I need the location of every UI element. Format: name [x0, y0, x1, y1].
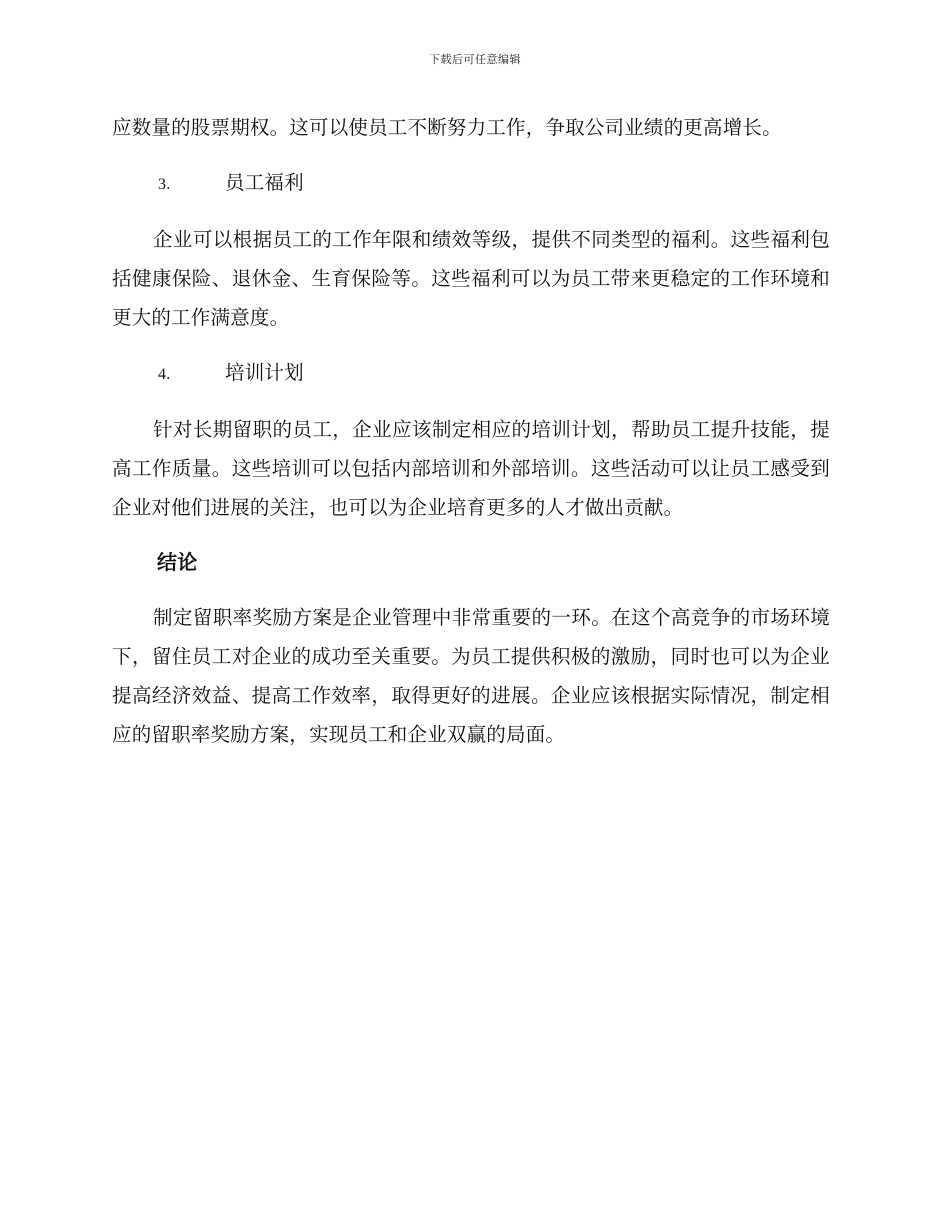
paragraph-training: 针对长期留职的员工，企业应该制定相应的培训计划，帮助员工提升技能，提高工作质量。这些培训可以包括内部培训和外部培训。这些活动可以让员工感受到企业对他们进展的关注，也可以为企业培育更多的人才做出贡献。	[112, 418, 830, 519]
paragraph-benefits: 企业可以根据员工的工作年限和绩效等级，提供不同类型的福利。这些福利包括健康保险、退休金、生育保险等。这些福利可以为员工带来更稳定的工作环境和更大的工作满意度。	[112, 228, 830, 329]
section-heading-conclusion: 结论	[157, 550, 198, 574]
paragraph-conclusion: 制定留职率奖励方案是企业管理中非常重要的一环。在这个高竞争的市场环境下，留住员工对企业的成功至关重要。为员工提供积极的激励，同时也可以为企业提高经济效益、提高工作效率，取得更好的进展。企业应该根据实际情况，制定相应的留职率奖励方案，实现员工和企业双赢的局面。	[112, 606, 830, 746]
paragraph-stock-options: 应数量的股票期权。这可以使员工不断努力工作，争取公司业绩的更高增长。	[112, 116, 782, 139]
list-number: 3.	[158, 176, 171, 193]
list-title: 员工福利	[225, 171, 304, 194]
page-header: 下载后可任意编辑	[429, 53, 521, 66]
document-body	[112, 108, 830, 770]
list-title: 培训计划	[225, 361, 304, 384]
list-item-benefits	[112, 163, 830, 204]
list-number: 4.	[158, 366, 171, 383]
list-item-training	[112, 353, 830, 394]
